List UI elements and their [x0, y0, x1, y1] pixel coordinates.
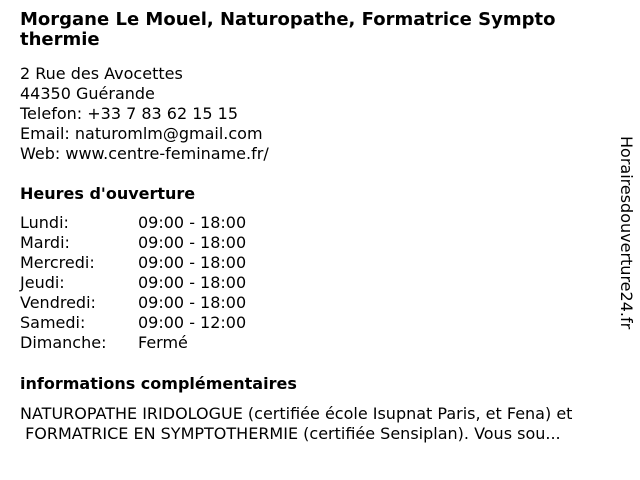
day-label: Samedi:: [20, 313, 86, 332]
additional-info-heading: informations complémentaires: [20, 374, 297, 393]
day-label: Jeudi:: [20, 273, 65, 292]
time-range: 09:00 - 12:00: [138, 313, 247, 332]
hours-row-tuesday: [20, 233, 246, 253]
business-title-line-1: Morgane Le Mouel, Naturopathe, Formatrice Sympto: [20, 9, 556, 30]
day-label: Dimanche:: [20, 333, 107, 352]
description-line-2: FORMATRICE EN SYMPTOTHERMIE (certifiée Sensiplan). Vous sou...: [20, 424, 561, 443]
day-label: Lundi:: [20, 213, 69, 232]
hours-row-thursday: [20, 273, 246, 293]
hours-row-saturday: [20, 313, 246, 333]
time-range: 09:00 - 18:00: [138, 233, 247, 252]
time-range: Fermé: [138, 333, 188, 352]
business-title-line-2: thermie: [20, 29, 100, 50]
hours-row-monday: [20, 213, 246, 233]
city-postcode: 44350 Guérande: [20, 84, 155, 103]
time-range: 09:00 - 18:00: [138, 253, 247, 272]
phone-number[interactable]: Telefon: +33 7 83 62 15 15: [20, 104, 239, 123]
description-line-1: NATUROPATHE IRIDOLOGUE (certifiée école Isupnat Paris, et Fena) et: [20, 404, 573, 423]
day-label: Mercredi:: [20, 253, 95, 272]
opening-hours-heading: Heures d'ouverture: [20, 184, 196, 203]
site-watermark: Horairesdouverture24.fr: [617, 136, 636, 330]
time-range: 09:00 - 18:00: [138, 213, 247, 232]
opening-hours-table: [20, 213, 246, 353]
website-link[interactable]: Web: www.centre-feminame.fr/: [20, 144, 269, 163]
day-label: Vendredi:: [20, 293, 96, 312]
email-address[interactable]: Email: naturomlm@gmail.com: [20, 124, 263, 143]
day-label: Mardi:: [20, 233, 70, 252]
street-address: 2 Rue des Avocettes: [20, 64, 183, 83]
contact-block: [20, 64, 269, 164]
hours-row-friday: [20, 293, 246, 313]
time-range: 09:00 - 18:00: [138, 293, 247, 312]
additional-info-text: [20, 404, 635, 444]
hours-row-wednesday: [20, 253, 246, 273]
hours-row-sunday: [20, 333, 246, 353]
business-title: [20, 10, 620, 50]
time-range: 09:00 - 18:00: [138, 273, 247, 292]
